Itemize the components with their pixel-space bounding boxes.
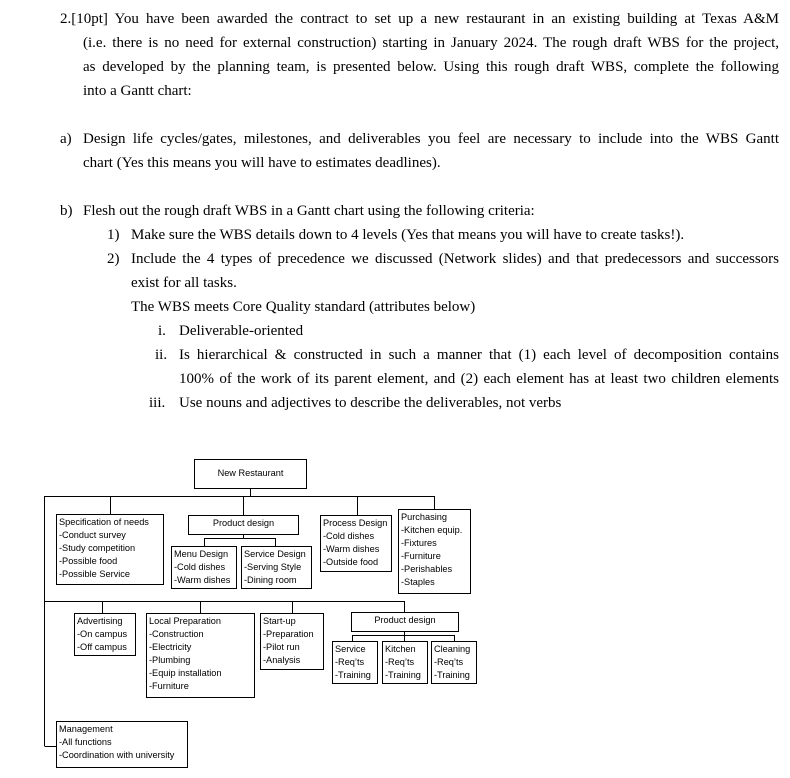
local-prep-item: -Electricity [149, 642, 192, 652]
item-2-line-1: Include the 4 types of precedence we discussed (Network slides) and that predecessors and successors [131, 251, 779, 267]
purchasing-item: -Staples [401, 577, 435, 587]
process-design-item: -Warm dishes [323, 544, 380, 554]
startup-item: -Pilot run [263, 642, 300, 652]
kitchen-item: -Req’ts [385, 657, 415, 667]
wbs-product-design-2 [351, 612, 459, 632]
wbs-root-new-restaurant [194, 459, 307, 489]
service-design-item: -Dining room [244, 575, 297, 585]
roman-2-line-1: Is hierarchical & constructed in such a manner that (1) each level of decomposition contains [179, 347, 779, 363]
roman-2-line-2: 100% of the work of its parent element, and (2) each element has at least two children elements [179, 371, 779, 387]
wbs-kitchen [382, 641, 428, 684]
wbs-process-design [320, 515, 392, 572]
wbs-specification-of-needs [56, 514, 164, 585]
item-1-number: 1) [107, 227, 120, 243]
local-prep-item: -Equip installation [149, 668, 222, 678]
startup-title: Start-up [263, 616, 296, 626]
management-item: -Coordination with university [59, 750, 175, 760]
purchasing-item: -Fixtures [401, 538, 437, 548]
kitchen-item: -Training [385, 670, 421, 680]
roman-1-text: Deliverable-oriented [179, 323, 304, 339]
wbs-management [56, 721, 188, 768]
item-2-line-2: exist for all tasks. [131, 275, 237, 291]
cleaning-title: Cleaning [434, 644, 471, 654]
spec-title: Specification of needs [59, 517, 149, 527]
advertising-item: -Off campus [77, 642, 127, 652]
question-line-1: 2.[10pt] You have been awarded the contract to set up a new restaurant in an existing building at Texas A&M [60, 11, 779, 27]
cleaning-item: -Training [434, 670, 470, 680]
wbs-root-label: New Restaurant [217, 468, 284, 478]
management-title: Management [59, 724, 113, 734]
wbs-menu-design [171, 546, 237, 589]
wbs-cleaning [431, 641, 477, 684]
product-design-2-label: Product design [374, 615, 436, 625]
part-a-line-1: Design life cycles/gates, milestones, and deliverables you feel are necessary to include into the WBS Gantt [83, 131, 779, 147]
part-b-intro: Flesh out the rough draft WBS in a Gantt chart using the following criteria: [83, 203, 535, 219]
item-2-number: 2) [107, 251, 120, 267]
purchasing-item: -Furniture [401, 551, 441, 561]
purchasing-item: -Perishables [401, 564, 453, 574]
wbs-local-preparation [146, 613, 255, 698]
spec-item: -Study competition [59, 543, 136, 553]
service-title: Service [335, 644, 366, 654]
purchasing-item: -Kitchen equip. [401, 525, 463, 535]
core-quality-line: The WBS meets Core Quality standard (attributes below) [131, 299, 476, 315]
product-design-label: Product design [212, 518, 275, 528]
process-design-title: Process Design [323, 518, 388, 528]
item-1-text: Make sure the WBS details down to 4 levels (Yes that means you will have to create tasks!). [131, 227, 685, 243]
local-prep-title: Local Preparation [149, 616, 222, 626]
spec-item: -Possible food [59, 556, 118, 566]
process-design-item: -Outside food [323, 557, 379, 567]
spec-item: -Conduct survey [59, 530, 126, 540]
question-line-4: into a Gantt chart: [83, 83, 192, 99]
roman-3-text: Use nouns and adjectives to describe the deliverables, not verbs [179, 395, 562, 411]
startup-item: -Preparation [263, 629, 314, 639]
wbs-product-design [188, 515, 299, 535]
question-line-2: (i.e. there is no need for external construction) starting in January 2024. The rough draft WBS for the project, [83, 35, 779, 51]
roman-2-number: ii. [155, 347, 168, 363]
management-item: -All functions [59, 737, 112, 747]
spec-item: -Possible Service [59, 569, 130, 579]
service-design-item: -Serving Style [244, 562, 302, 572]
service-design-title: Service Design [244, 549, 306, 559]
advertising-item: -On campus [77, 629, 128, 639]
menu-design-title: Menu Design [174, 549, 229, 559]
roman-1-number: i. [158, 323, 166, 339]
local-prep-item: -Furniture [149, 681, 189, 691]
wbs-start-up [260, 613, 324, 670]
purchasing-title: Purchasing [401, 512, 447, 522]
local-prep-item: -Construction [149, 629, 204, 639]
cleaning-item: -Req’ts [434, 657, 464, 667]
wbs-service-design [241, 546, 312, 589]
service-item: -Training [335, 670, 371, 680]
question-line-3: as developed by the planning team, is presented below. Using this rough draft WBS, complete the following [83, 59, 779, 75]
menu-design-item: -Warm dishes [174, 575, 231, 585]
menu-design-item: -Cold dishes [174, 562, 226, 572]
startup-item: -Analysis [263, 655, 301, 665]
part-a-label: a) [60, 131, 72, 147]
advertising-title: Advertising [77, 616, 123, 626]
part-a-line-2: chart (Yes this means you will have to estimates deadlines). [83, 155, 441, 171]
kitchen-title: Kitchen [385, 644, 416, 654]
service-item: -Req’ts [335, 657, 365, 667]
process-design-item: -Cold dishes [323, 531, 375, 541]
wbs-service [332, 641, 378, 684]
wbs-purchasing [398, 509, 471, 594]
local-prep-item: -Plumbing [149, 655, 191, 665]
roman-3-number: iii. [149, 395, 166, 411]
part-b-label: b) [60, 203, 73, 219]
wbs-advertising [74, 613, 136, 656]
